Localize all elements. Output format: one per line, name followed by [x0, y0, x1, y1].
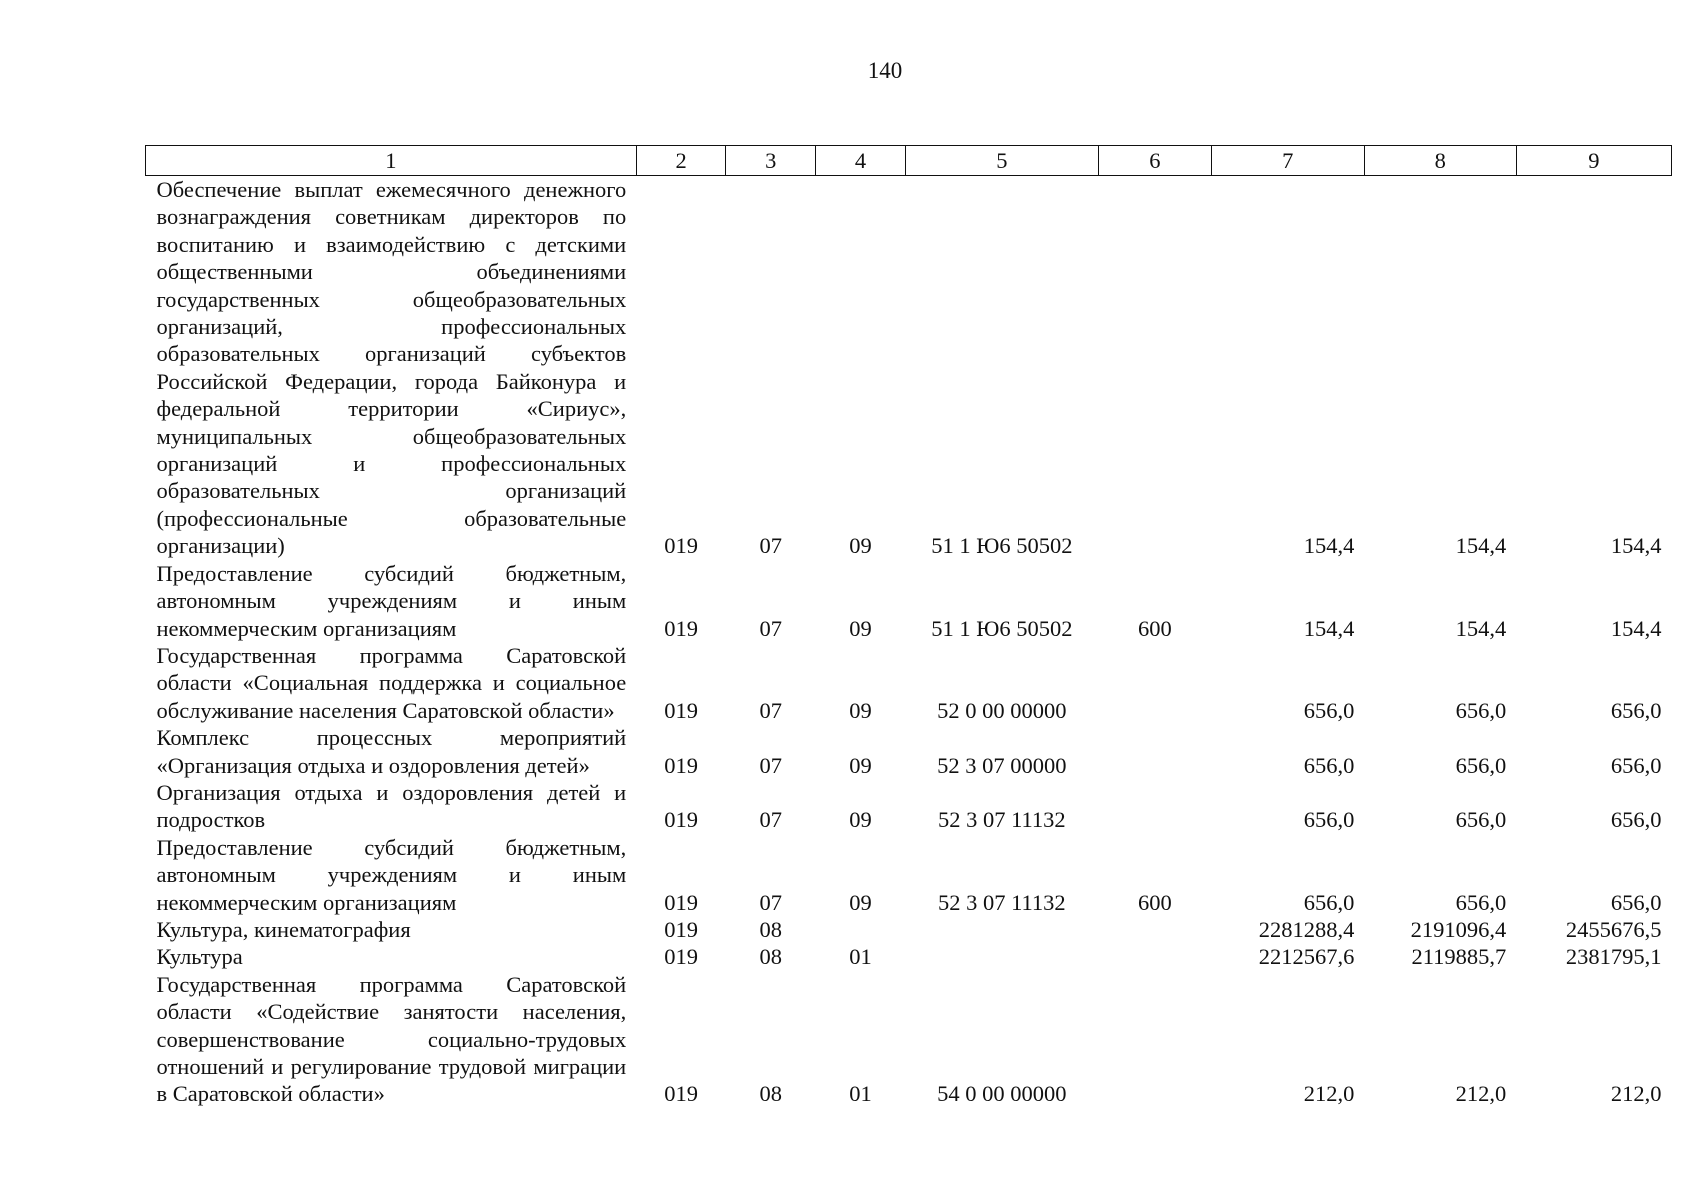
- table-row: [146, 176, 1672, 560]
- ministry-code: 019: [664, 807, 698, 833]
- row-name: Государственная программа Саратовской области «Социальная поддержка и социальное обслуживание населения Саратовской области»: [156, 642, 627, 723]
- section-code: 08: [759, 916, 782, 942]
- ministry-code: 019: [664, 697, 698, 723]
- row-name: Предоставление субсидий бюджетным, автономным учреждениям и иным некоммерческим организациям: [156, 560, 627, 641]
- amount-col7: 656,0: [1303, 889, 1355, 915]
- expense-type-code: [1098, 724, 1211, 779]
- subsection-code: [816, 916, 906, 943]
- target-article-code: [905, 916, 1098, 943]
- amount-col9: 154,4: [1610, 615, 1662, 641]
- column-header: 3: [726, 146, 816, 176]
- budget-table: [145, 145, 1672, 1108]
- section-code: 07: [759, 807, 782, 833]
- amount-col8: 656,0: [1455, 889, 1507, 915]
- table-row: [146, 916, 1672, 943]
- table-row: [146, 560, 1672, 642]
- target-article-code: 52 3 07 11132: [937, 807, 1066, 833]
- row-name: Комплекс процессных мероприятий «Организация отдыха и оздоровления детей»: [156, 725, 627, 778]
- ministry-code: 019: [664, 752, 698, 778]
- amount-col8: 656,0: [1455, 752, 1507, 778]
- amount-col9: 656,0: [1610, 752, 1662, 778]
- target-article-code: 52 0 00 00000: [937, 697, 1067, 723]
- target-article-code: [905, 943, 1098, 970]
- column-header: 1: [146, 146, 637, 176]
- ministry-code: 019: [664, 1081, 698, 1107]
- amount-col9: 656,0: [1610, 889, 1662, 915]
- amount-col7: 212,0: [1303, 1081, 1355, 1107]
- target-article-code: 52 3 07 00000: [937, 752, 1067, 778]
- ministry-code: 019: [664, 615, 698, 641]
- table-row: [146, 943, 1672, 970]
- expense-type-code: [1098, 176, 1211, 560]
- amount-col9: 656,0: [1610, 807, 1662, 833]
- table-row: [146, 971, 1672, 1108]
- target-article-code: 54 0 00 00000: [937, 1081, 1067, 1107]
- subsection-code: 01: [849, 1081, 872, 1107]
- subsection-code: 09: [849, 752, 872, 778]
- table-row: [146, 834, 1672, 916]
- amount-col9: 2381795,1: [1565, 944, 1662, 970]
- subsection-code: 09: [849, 533, 872, 559]
- expense-type-code: [1098, 779, 1211, 834]
- amount-col8: 2191096,4: [1410, 916, 1507, 942]
- section-code: 07: [759, 615, 782, 641]
- expense-type-code: 600: [1137, 615, 1172, 641]
- amount-col9: 2455676,5: [1565, 916, 1662, 942]
- header-row: [146, 146, 1672, 176]
- expense-type-code: [1098, 971, 1211, 1108]
- amount-col7: 2212567,6: [1258, 944, 1355, 970]
- column-header: 5: [905, 146, 1098, 176]
- amount-col9: 212,0: [1610, 1081, 1662, 1107]
- amount-col9: 656,0: [1610, 697, 1662, 723]
- target-article-code: 51 1 Ю6 50502: [931, 615, 1073, 641]
- amount-col8: 154,4: [1455, 615, 1507, 641]
- expense-type-code: [1098, 642, 1211, 724]
- section-code: 07: [759, 889, 782, 915]
- table-row: [146, 642, 1672, 724]
- amount-col8: 656,0: [1455, 697, 1507, 723]
- ministry-code: 019: [664, 944, 698, 970]
- section-code: 07: [759, 752, 782, 778]
- section-code: 08: [759, 1081, 782, 1107]
- amount-col8: 2119885,7: [1411, 944, 1507, 970]
- amount-col7: 656,0: [1303, 752, 1355, 778]
- expense-type-code: [1098, 916, 1211, 943]
- amount-col8: 212,0: [1455, 1081, 1507, 1107]
- row-name: Государственная программа Саратовской области «Содействие занятости населения, совершенствование социально-трудовых отношений и регулирование трудовой миграции в Саратовской области»: [156, 971, 627, 1107]
- subsection-code: 09: [849, 697, 872, 723]
- ministry-code: 019: [664, 889, 698, 915]
- amount-col7: 656,0: [1303, 807, 1355, 833]
- target-article-code: 52 3 07 11132: [937, 889, 1066, 915]
- expense-type-code: 600: [1137, 889, 1172, 915]
- ministry-code: 019: [664, 533, 698, 559]
- column-header: 7: [1211, 146, 1364, 176]
- target-article-code: 51 1 Ю6 50502: [931, 533, 1073, 559]
- amount-col8: 656,0: [1455, 807, 1507, 833]
- amount-col9: 154,4: [1610, 533, 1662, 559]
- subsection-code: 09: [849, 615, 872, 641]
- table-row: [146, 779, 1672, 834]
- column-header: 8: [1364, 146, 1516, 176]
- amount-col7: 154,4: [1303, 615, 1355, 641]
- amount-col8: 154,4: [1455, 533, 1507, 559]
- subsection-code: 09: [849, 807, 872, 833]
- column-header: 2: [636, 146, 726, 176]
- amount-col7: 656,0: [1303, 697, 1355, 723]
- ministry-code: 019: [664, 916, 698, 942]
- row-name: Организация отдыха и оздоровления детей и подростков: [156, 779, 627, 833]
- row-name: Культура: [156, 944, 243, 970]
- row-name: Обеспечение выплат ежемесячного денежного вознаграждения советникам директоров по воспитанию и взаимодействию с детскими общественными объединениями государственных общеобразовательных организаций, профессиональных образовательных организаций субъектов Российской Федерации, города Байконура и федеральной территории «Сириус», муниципальных общеобразовательных организаций и профессиональных образовательных организаций (профессиональные образовательные организации): [156, 177, 627, 559]
- section-code: 07: [759, 697, 782, 723]
- column-header: 4: [816, 146, 906, 176]
- section-code: 07: [759, 533, 782, 559]
- amount-col7: 154,4: [1303, 533, 1355, 559]
- row-name: Культура, кинематография: [156, 916, 411, 942]
- amount-col7: 2281288,4: [1258, 916, 1355, 942]
- column-header: 6: [1098, 146, 1211, 176]
- section-code: 08: [759, 944, 782, 970]
- subsection-code: 09: [849, 889, 872, 915]
- page-number: 140: [867, 58, 903, 83]
- column-header: 9: [1516, 146, 1671, 176]
- table-row: [146, 724, 1672, 779]
- expense-type-code: [1098, 943, 1211, 970]
- row-name: Предоставление субсидий бюджетным, автономным учреждениям и иным некоммерческим организациям: [156, 834, 627, 915]
- subsection-code: 01: [849, 944, 872, 970]
